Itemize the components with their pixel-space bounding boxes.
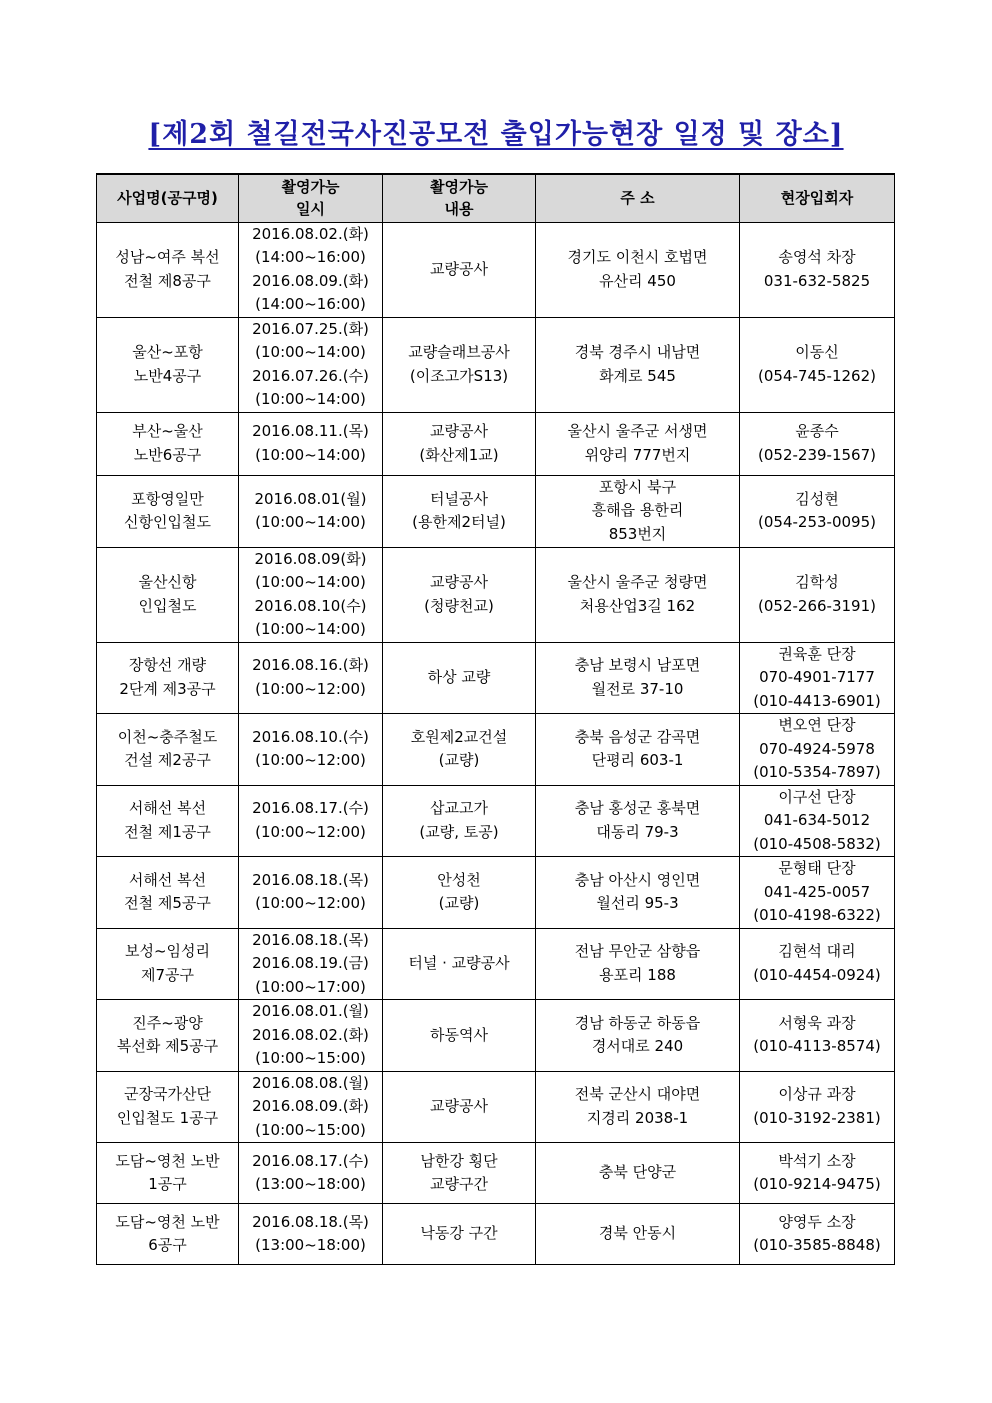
project-cell-line: 신항인입철도: [124, 513, 211, 531]
header-project: [97, 174, 239, 222]
contact-cell: [740, 714, 895, 786]
header-contact: [740, 174, 895, 222]
address-cell: [536, 317, 740, 412]
contact-cell: [740, 475, 895, 547]
address-cell: [536, 475, 740, 547]
contact-cell-line: 서형욱 과장: [778, 1013, 856, 1032]
project-cell-line: 포항영일만: [131, 489, 204, 508]
contact-cell: [740, 785, 895, 857]
project-cell-line: 이천~충주철도: [117, 727, 218, 746]
work-cell: [383, 785, 536, 857]
schedule-cell-line: 2016.08.11.(목): [252, 422, 369, 440]
schedule-cell: [239, 1000, 383, 1072]
work-cell-line: (이조고가S13): [409, 366, 509, 385]
contact-cell: [740, 1143, 895, 1204]
schedule-cell-line: 2016.08.10.(수): [252, 727, 369, 746]
table-row: [97, 412, 895, 475]
address-cell-line: 전남 무안군 삼향읍: [574, 942, 701, 961]
work-cell-line: (교량): [438, 894, 480, 913]
work-cell: [383, 857, 536, 929]
project-cell-line: 전철 제8공구: [124, 271, 211, 290]
address-cell: [536, 222, 740, 317]
schedule-cell-line: 2016.08.10(수): [254, 596, 367, 615]
work-cell: [383, 412, 536, 475]
project-cell: [97, 857, 239, 929]
contact-cell-line: (054-253-0095): [758, 513, 876, 531]
schedule-cell-line: 2016.08.16.(화): [252, 656, 369, 675]
project-cell-line: 보성~임성리: [124, 942, 211, 961]
contact-cell: [740, 857, 895, 929]
work-cell: [383, 714, 536, 786]
schedule-cell-line: 2016.08.09.(화): [252, 1097, 369, 1115]
contact-cell-line: (010-5354-7897): [753, 763, 881, 781]
work-cell-line: (용한제2터널): [412, 513, 506, 531]
work-cell: [383, 1143, 536, 1204]
address-cell-line: 충남 홍성군 홍북면: [574, 799, 701, 818]
contact-cell-line: 윤종수: [795, 422, 839, 440]
address-cell: [536, 1204, 740, 1265]
work-cell-line: (교량, 토공): [419, 822, 499, 841]
table-row: [97, 1071, 895, 1143]
project-cell-line: 울산신항: [138, 573, 197, 591]
work-cell-line: (교량): [438, 751, 480, 770]
work-cell-line: 교량공사: [430, 422, 488, 440]
contact-cell: [740, 1071, 895, 1143]
project-cell-line: 도담~영천 노반: [115, 1151, 220, 1170]
schedule-cell: [239, 785, 383, 857]
address-cell: [536, 1143, 740, 1204]
address-cell: [536, 785, 740, 857]
address-cell: [536, 642, 740, 714]
project-cell: [97, 785, 239, 857]
address-cell-line: 경남 하동군 하동읍: [574, 1013, 701, 1032]
schedule-cell-line: (10:00~14:00): [255, 390, 366, 408]
address-cell-line: 충남 아산시 영인면: [574, 870, 701, 889]
schedule-cell-line: (10:00~17:00): [255, 977, 366, 996]
contact-cell-line: (010-4454-0924): [753, 965, 881, 984]
contact-cell-line: 이동신: [795, 343, 839, 361]
contact-cell-line: (010-4113-8574): [753, 1037, 881, 1056]
project-cell-line: 군장국가산단: [124, 1085, 211, 1104]
schedule-cell: [239, 642, 383, 714]
schedule-cell: [239, 857, 383, 929]
header-line: 일시: [296, 200, 325, 219]
project-cell-line: 인입철도: [138, 596, 197, 615]
contact-cell-line: (010-4413-6901): [753, 691, 881, 710]
schedule-cell: [239, 1204, 383, 1265]
table-row: [97, 1000, 895, 1072]
schedule-cell-line: (10:00~14:00): [255, 573, 366, 591]
schedule-cell-line: 2016.08.19.(금): [252, 954, 369, 972]
contact-cell-line: 031-632-5825: [763, 271, 871, 290]
address-cell-line: 포항시 북구: [598, 477, 677, 496]
project-cell: [97, 412, 239, 475]
schedule-cell-line: 2016.08.18.(목): [252, 930, 369, 949]
address-cell: [536, 714, 740, 786]
address-cell-line: 울산시 울주군 청량면: [567, 573, 708, 591]
schedule-cell-line: 2016.08.01(월): [254, 489, 367, 508]
project-cell-line: 장항선 개량: [128, 656, 207, 675]
address-cell-line: 처용산업3길 162: [579, 596, 696, 615]
schedule-cell-line: 2016.08.02.(화): [252, 1025, 369, 1044]
address-cell: [536, 547, 740, 642]
work-cell-line: 호원제2교건설: [410, 727, 508, 746]
address-cell: [536, 1000, 740, 1072]
schedule-cell: [239, 928, 383, 1000]
contact-cell: [740, 317, 895, 412]
work-cell-line: 하상 교량: [427, 668, 491, 686]
schedule-cell-line: (13:00~18:00): [255, 1175, 366, 1193]
address-cell-line: 화계로 545: [599, 366, 676, 385]
work-cell: [383, 642, 536, 714]
contact-cell-line: 박석기 소장: [778, 1151, 856, 1170]
address-cell-line: 월전로 37-10: [591, 679, 684, 698]
contact-cell-line: 이구선 단장: [778, 787, 856, 806]
project-cell: [97, 222, 239, 317]
contact-cell-line: 070-4901-7177: [759, 668, 875, 686]
project-cell: [97, 714, 239, 786]
contact-cell-line: 변오연 단장: [778, 716, 856, 734]
contact-cell-line: 권육훈 단장: [778, 644, 856, 663]
contact-cell-line: (052-266-3191): [758, 596, 876, 615]
address-cell-line: 단평리 603-1: [591, 751, 684, 770]
table-row: [97, 547, 895, 642]
schedule-cell-line: (10:00~15:00): [255, 1049, 366, 1067]
header-line: 촬영가능: [430, 178, 488, 197]
schedule-cell: [239, 1143, 383, 1204]
schedule-cell-line: 2016.08.09(화): [254, 549, 367, 568]
work-cell-line: 안성천: [437, 870, 481, 889]
project-cell-line: 1공구: [148, 1175, 187, 1193]
project-cell-line: 전철 제5공구: [124, 894, 211, 913]
header-line: 현장입회자: [780, 189, 854, 208]
project-cell-line: 부산~울산: [132, 422, 203, 440]
table-row: [97, 642, 895, 714]
schedule-cell-line: (14:00~16:00): [255, 248, 366, 266]
work-cell-line: 남한강 횡단: [420, 1151, 498, 1170]
project-cell-line: 제7공구: [140, 965, 194, 984]
schedule-cell-line: 2016.08.17.(수): [252, 1151, 369, 1170]
project-cell-line: 성남~여주 복선: [115, 248, 220, 266]
schedule-cell-line: (10:00~12:00): [255, 894, 366, 913]
contact-cell-line: 김학성: [795, 573, 839, 591]
schedule-cell: [239, 714, 383, 786]
table-row: [97, 222, 895, 317]
project-cell: [97, 547, 239, 642]
contact-cell-line: (010-9214-9475): [753, 1175, 881, 1193]
work-cell-line: 교량구간: [430, 1175, 488, 1193]
project-cell-line: 전철 제1공구: [124, 822, 211, 841]
table-header-row: [97, 174, 895, 222]
work-cell-line: 터널 · 교량공사: [408, 954, 510, 972]
schedule-cell-line: (10:00~14:00): [255, 513, 366, 531]
work-cell-line: (화산제1교): [419, 445, 499, 464]
schedule-cell-line: 2016.08.18.(목): [252, 1212, 369, 1231]
work-cell-line: (청량천교): [424, 596, 494, 615]
project-cell: [97, 1143, 239, 1204]
header-line: 내용: [444, 200, 474, 219]
project-cell-line: 울산~포항: [132, 343, 203, 361]
address-cell-line: 충북 음성군 감곡면: [574, 727, 701, 746]
schedule-cell-line: (10:00~14:00): [255, 343, 366, 361]
work-cell: [383, 1000, 536, 1072]
project-cell-line: 노반6공구: [133, 445, 202, 464]
work-cell-line: 교량슬래브공사: [408, 343, 510, 361]
table-row: [97, 785, 895, 857]
address-cell-line: 흥해읍 용한리: [591, 501, 684, 520]
contact-cell: [740, 547, 895, 642]
contact-cell: [740, 928, 895, 1000]
table-row: [97, 1204, 895, 1265]
header-schedule: [239, 174, 383, 222]
schedule-cell-line: (10:00~12:00): [255, 679, 366, 698]
schedule-cell-line: 2016.07.25.(화): [252, 319, 369, 338]
address-cell-line: 울산시 울주군 서생면: [567, 422, 708, 440]
work-cell: [383, 317, 536, 412]
schedule-cell-line: (10:00~14:00): [255, 445, 366, 464]
table-body: [97, 222, 895, 1265]
header-work: [383, 174, 536, 222]
contact-cell-line: (010-4198-6322): [753, 906, 881, 924]
work-cell-line: 삽교고가: [430, 799, 488, 818]
work-cell: [383, 547, 536, 642]
schedule-cell: [239, 1071, 383, 1143]
contact-cell-line: 이상규 과장: [778, 1085, 856, 1104]
contact-cell-line: (010-3585-8848): [753, 1236, 881, 1254]
contact-cell: [740, 222, 895, 317]
contact-cell-line: 문형태 단장: [778, 859, 856, 877]
schedule-cell-line: 2016.07.26.(수): [252, 366, 369, 385]
project-cell-line: 2단계 제3공구: [119, 679, 216, 698]
table-row: [97, 714, 895, 786]
contact-cell-line: 041-634-5012: [763, 811, 871, 829]
project-cell-line: 인입철도 1공구: [116, 1108, 219, 1127]
contact-cell-line: 041-425-0057: [763, 882, 871, 901]
address-cell-line: 충북 단양군: [598, 1163, 677, 1182]
work-cell-line: 교량공사: [430, 259, 488, 278]
table-row: [97, 928, 895, 1000]
address-cell: [536, 412, 740, 475]
address-cell-line: 경북 경주시 내남면: [574, 343, 701, 361]
address-cell-line: 유산리 450: [599, 271, 676, 290]
header-line: 촬영가능: [281, 178, 340, 197]
address-cell-line: 853번지: [608, 524, 667, 543]
project-cell-line: 6공구: [148, 1236, 187, 1254]
address-cell-line: 경서대로 240: [591, 1037, 684, 1056]
work-cell: [383, 1204, 536, 1265]
work-cell-line: 교량공사: [430, 1097, 488, 1115]
work-cell-line: 낙동강 구간: [420, 1224, 498, 1243]
schedule-cell-line: (14:00~16:00): [255, 295, 366, 313]
schedule-cell: [239, 547, 383, 642]
address-cell-line: 위양리 777번지: [584, 445, 691, 464]
work-cell: [383, 1071, 536, 1143]
project-cell-line: 노반4공구: [133, 366, 202, 385]
contact-cell-line: 송영석 차장: [778, 248, 856, 266]
project-cell-line: 진주~광양: [132, 1013, 203, 1032]
contact-cell-line: 양영두 소장: [778, 1212, 856, 1231]
schedule-cell-line: 2016.08.17.(수): [252, 799, 369, 818]
work-cell-line: 하동역사: [430, 1025, 488, 1044]
address-cell-line: 전북 군산시 대야면: [574, 1085, 701, 1104]
contact-cell: [740, 642, 895, 714]
header-line: 주 소: [620, 189, 655, 208]
project-cell: [97, 1071, 239, 1143]
address-cell-line: 충남 보령시 남포면: [574, 656, 701, 675]
address-cell-line: 대동리 79-3: [596, 822, 679, 841]
header-address: [536, 174, 740, 222]
schedule-cell-line: (10:00~14:00): [255, 620, 366, 638]
project-cell: [97, 317, 239, 412]
contact-cell-line: 김성현: [795, 489, 839, 508]
contact-cell-line: (010-3192-2381): [753, 1108, 881, 1127]
work-cell: [383, 475, 536, 547]
schedule-cell: [239, 317, 383, 412]
contact-cell: [740, 412, 895, 475]
address-cell-line: 경기도 이천시 호법면: [567, 248, 708, 266]
table-row: [97, 317, 895, 412]
schedule-cell-line: 2016.08.01.(월): [252, 1002, 369, 1020]
project-cell-line: 도담~영천 노반: [115, 1212, 220, 1231]
address-cell-line: 용포리 188: [599, 965, 676, 984]
work-cell-line: 터널공사: [430, 489, 488, 508]
address-cell-line: 경북 안동시: [598, 1224, 677, 1243]
table-row: [97, 857, 895, 929]
schedule-cell-line: (10:00~15:00): [255, 1120, 366, 1139]
project-cell: [97, 642, 239, 714]
schedule-cell-line: (13:00~18:00): [255, 1236, 366, 1254]
project-cell-line: 서해선 복선: [128, 799, 207, 818]
project-cell-line: 서해선 복선: [128, 870, 207, 889]
schedule-cell: [239, 412, 383, 475]
address-cell: [536, 928, 740, 1000]
header-line: 사업명(공구명): [117, 189, 218, 208]
document-title: [제2회 철길전국사진공모전 출입가능현장 일정 및 장소]: [148, 119, 844, 150]
schedule-cell-line: 2016.08.18.(목): [252, 870, 369, 889]
address-cell: [536, 857, 740, 929]
schedule-table: [96, 173, 895, 1265]
project-cell: [97, 475, 239, 547]
address-cell: [536, 1071, 740, 1143]
project-cell: [97, 928, 239, 1000]
schedule-cell-line: 2016.08.09.(화): [252, 271, 369, 290]
project-cell-line: 건설 제2공구: [124, 751, 211, 770]
table-row: [97, 1143, 895, 1204]
schedule-cell: [239, 222, 383, 317]
table-row: [97, 475, 895, 547]
project-cell-line: 복선화 제5공구: [116, 1037, 219, 1056]
contact-cell-line: (054-745-1262): [758, 366, 876, 385]
work-cell: [383, 928, 536, 1000]
schedule-cell-line: (10:00~12:00): [255, 751, 366, 770]
work-cell-line: 교량공사: [430, 573, 488, 591]
contact-cell-line: 070-4924-5978: [759, 739, 875, 758]
contact-cell-line: 김현석 대리: [778, 942, 856, 961]
schedule-cell-line: 2016.08.02.(화): [252, 224, 369, 243]
schedule-cell: [239, 475, 383, 547]
contact-cell: [740, 1000, 895, 1072]
project-cell: [97, 1000, 239, 1072]
address-cell-line: 지경리 2038-1: [586, 1108, 689, 1127]
contact-cell: [740, 1204, 895, 1265]
schedule-cell-line: 2016.08.08.(월): [252, 1073, 369, 1092]
contact-cell-line: (010-4508-5832): [753, 834, 881, 853]
work-cell: [383, 222, 536, 317]
contact-cell-line: (052-239-1567): [758, 445, 876, 464]
schedule-cell-line: (10:00~12:00): [255, 822, 366, 841]
project-cell: [97, 1204, 239, 1265]
address-cell-line: 월선리 95-3: [596, 894, 679, 913]
